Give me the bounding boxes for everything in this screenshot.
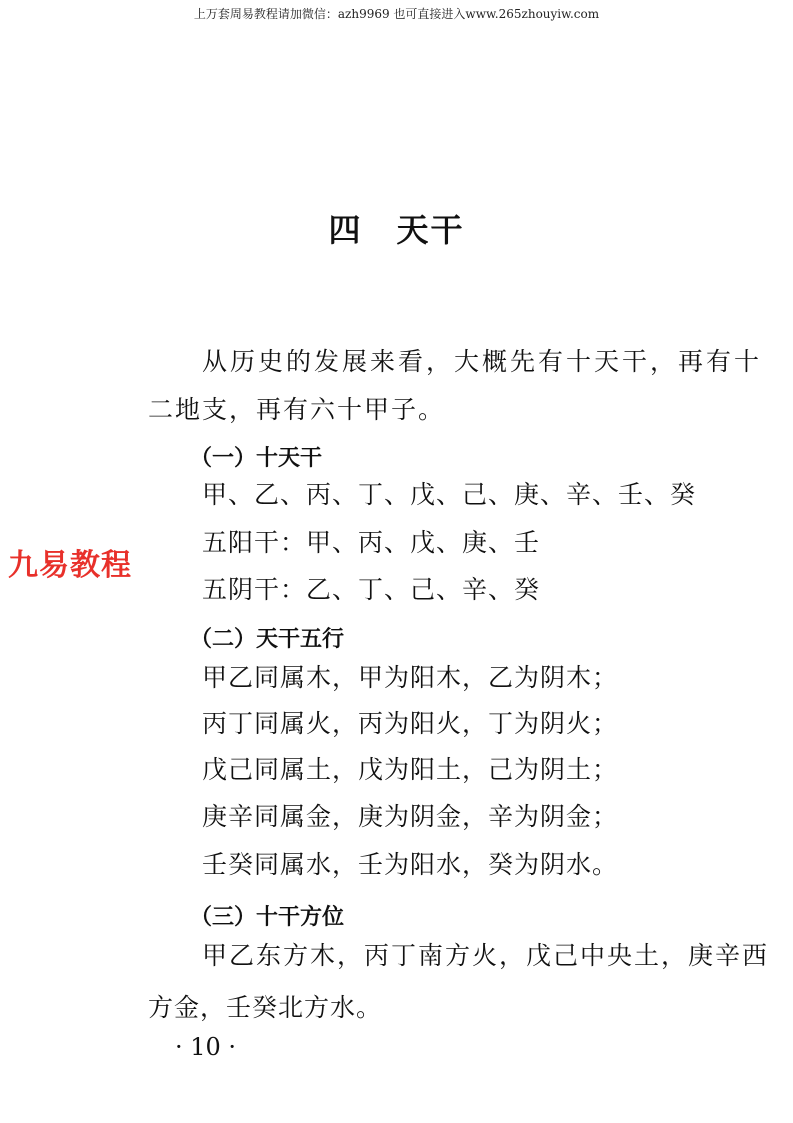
section-2-line-4: 庚辛同属金，庚为阴金，辛为阴金； <box>202 802 619 831</box>
section-heading-2: （二）天干五行 <box>190 627 345 652</box>
section-3-line-2: 方金，壬癸北方水。 <box>148 993 383 1022</box>
section-2-line-5: 壬癸同属水，壬为阳水，癸为阴水。 <box>202 850 619 879</box>
section-1-line-3: 五阴干：乙、丁、己、辛、癸 <box>202 575 541 604</box>
chapter-number: 四 <box>328 211 363 249</box>
intro-line-1: 从历史的发展来看，大概先有十天干，再有十 <box>202 347 763 376</box>
section-heading-3: （三）十干方位 <box>190 905 345 930</box>
intro-line-2: 二地支，再有六十甲子。 <box>148 395 446 424</box>
section-2-line-1: 甲乙同属木，甲为阳木，乙为阴木； <box>202 663 619 692</box>
watermark-logo: 九易教程 <box>8 548 132 583</box>
page-number: · 10 · <box>175 1033 237 1061</box>
chapter-title-text: 天干 <box>396 211 465 249</box>
section-2-line-2: 丙丁同属火，丙为阳火，丁为阴火； <box>202 709 619 738</box>
chapter-title <box>0 205 793 251</box>
section-2-line-3: 戊己同属土，戊为阳土，己为阴土； <box>202 755 619 784</box>
section-3-line-1: 甲乙东方木，丙丁南方火，戊己中央土，庚辛西 <box>202 941 770 970</box>
header-note: 上万套周易教程请加微信：azh9969 也可直接进入www.265zhouyiw.com <box>193 7 600 21</box>
section-1-line-2: 五阳干：甲、丙、戊、庚、壬 <box>202 528 541 557</box>
section-1-line-1: 甲、乙、丙、丁、戊、己、庚、辛、壬、癸 <box>202 480 697 509</box>
section-heading-1: （一）十天干 <box>190 446 323 471</box>
